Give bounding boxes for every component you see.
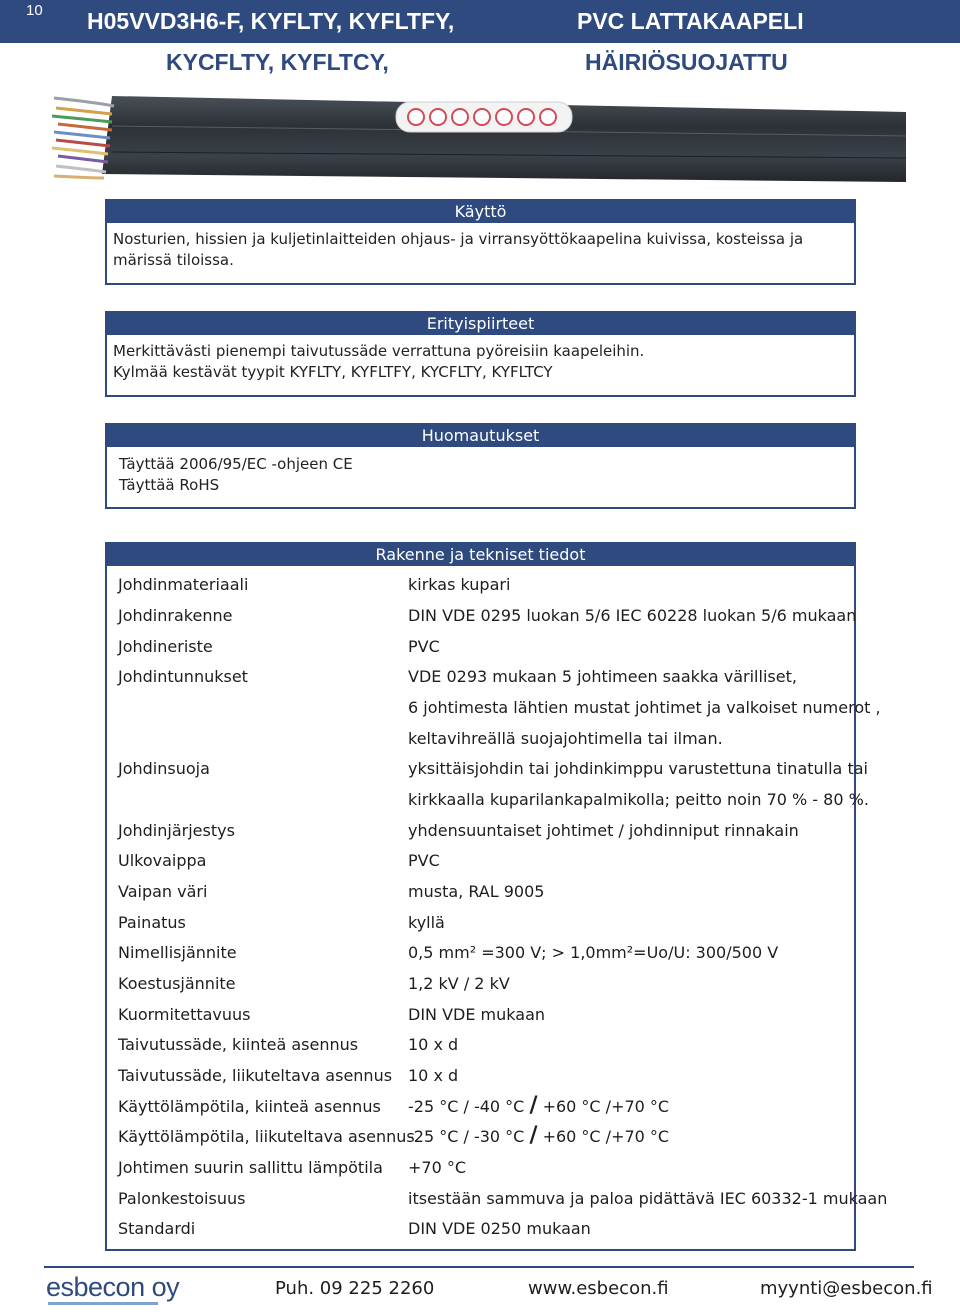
erityispiirteet-line1: Merkittävästi pienempi taivutussäde verrattuna pyöreisiin kaapeleihin.: [113, 342, 645, 360]
product-type-line2: HÄIRIÖSUOJATTU: [585, 49, 788, 75]
spec-key: Johdinmateriaali: [118, 575, 249, 594]
rakenne-section: [105, 542, 888, 1251]
huomautukset-heading: Huomautukset: [107, 425, 854, 447]
spec-value: PVC: [408, 637, 440, 656]
footer-divider: [44, 1266, 914, 1268]
spec-key: Standardi: [118, 1219, 196, 1238]
spec-key: Johdinrakenne: [118, 606, 233, 625]
spec-key: Palonkestoisuus: [118, 1189, 246, 1208]
spec-value: VDE 0293 mukaan 5 johtimeen saakka värilliset,: [408, 667, 797, 686]
spec-key: Käyttölämpötila, kiinteä asennus: [118, 1097, 381, 1116]
spec-key: Johtimen suurin sallittu lämpötila: [118, 1158, 383, 1177]
spec-value: DIN VDE 0295 luokan 5/6 IEC 60228 luokan 5/6 mukaan: [408, 606, 857, 625]
huomautukset-section: [105, 423, 856, 509]
esbecon-logo: esbecon oy: [46, 1270, 164, 1306]
spec-value: itsestään sammuva ja paloa pidättävä IEC 60332-1 mukaan: [408, 1189, 888, 1208]
spec-key: Johdinsuoja: [118, 759, 210, 778]
product-codes-line2: KYCFLTY, KYFLTCY,: [166, 49, 389, 75]
erityispiirteet-section: [105, 311, 856, 397]
spec-value: DIN VDE mukaan: [408, 1005, 546, 1024]
spec-value: kirkas kupari: [408, 575, 511, 594]
spec-value: yhdensuuntaiset johtimet / johdinniput rinnakain: [408, 821, 799, 840]
spec-value: +70 °C: [408, 1158, 467, 1177]
kaytto-section: [105, 199, 856, 285]
spec-key: Johdinjärjestys: [118, 821, 235, 840]
spec-key: Nimellisjännite: [118, 943, 237, 962]
spec-key: Johdineriste: [118, 637, 213, 656]
spec-value: PVC: [408, 851, 440, 870]
spec-value: keltavihreällä suojajohtimella tai ilman.: [408, 729, 723, 748]
spec-key: Kuormitettavuus: [118, 1005, 251, 1024]
spec-key: Taivutussäde, kiinteä asennus: [118, 1035, 359, 1054]
spec-key: Painatus: [118, 913, 186, 932]
spec-key: Johdintunnukset: [118, 667, 248, 686]
range-slash: /: [529, 1093, 538, 1118]
flat-cable-image: [52, 92, 906, 184]
kaytto-text: Nosturien, hissien ja kuljetinlaitteiden ohjaus- ja virransyöttökaapelina kuivissa, kosteissa ja märissä tiloissa.: [113, 230, 804, 269]
erityispiirteet-text: [107, 335, 854, 383]
spec-value: 10 x d: [408, 1066, 459, 1085]
spec-value: 10 x d: [408, 1035, 459, 1054]
erityispiirteet-line2: Kylmää kestävät tyypit KYFLTY, KYFLTFY, KYCFLTY, KYFLTCY: [113, 363, 553, 381]
spec-value: DIN VDE 0250 mukaan: [408, 1219, 591, 1238]
spec-value: kyllä: [408, 913, 445, 932]
spec-key: Ulkovaippa: [118, 851, 207, 870]
product-type-line1: PVC LATTAKAAPELI: [577, 8, 804, 34]
spec-key: Vaipan väri: [118, 882, 208, 901]
range-slash: /: [529, 1123, 538, 1148]
spec-value: yksittäisjohdin tai johdinkimppu varustettuna tinatulla tai: [408, 759, 868, 778]
spec-value: 0,5 mm² =300 V; > 1,0mm²=Uo/U: 300/500 V: [408, 943, 779, 962]
spec-value: -25 °C / -40 °C / +60 °C /+70 °C: [408, 1093, 670, 1118]
spec-key: Käyttölämpötila, liikuteltava asennus: [118, 1127, 415, 1146]
erityispiirteet-heading: Erityispiirteet: [107, 313, 854, 335]
page-number: 10: [26, 2, 43, 19]
spec-value: 6 johtimesta lähtien mustat johtimet ja valkoiset numerot ,: [408, 698, 881, 717]
kaytto-heading: Käyttö: [107, 201, 854, 223]
spec-key: Taivutussäde, liikuteltava asennus: [118, 1066, 393, 1085]
footer-phone: Puh. 09 225 2260: [275, 1278, 435, 1299]
spec-key: Koestusjännite: [118, 974, 236, 993]
product-codes-line1: H05VVD3H6-F, KYFLTY, KYFLTFY,: [87, 8, 455, 34]
huomautukset-line2: Täyttää RoHS: [119, 476, 220, 494]
spec-value: musta, RAL 9005: [408, 882, 545, 901]
spec-value: -25 °C / -30 °C / +60 °C /+70 °C: [408, 1123, 670, 1148]
spec-value: kirkkaalla kuparilankapalmikolla; peitto noin 70 % - 80 %.: [408, 790, 869, 809]
footer-website-link[interactable]: www.esbecon.fi: [528, 1278, 669, 1299]
footer-email-link[interactable]: myynti@esbecon.fi: [760, 1278, 933, 1299]
spec-value: 1,2 kV / 2 kV: [408, 974, 510, 993]
rakenne-heading: Rakenne ja tekniset tiedot: [107, 544, 854, 566]
huomautukset-text: [107, 447, 854, 496]
huomautukset-line1: Täyttää 2006/95/EC -ohjeen CE: [119, 455, 353, 473]
